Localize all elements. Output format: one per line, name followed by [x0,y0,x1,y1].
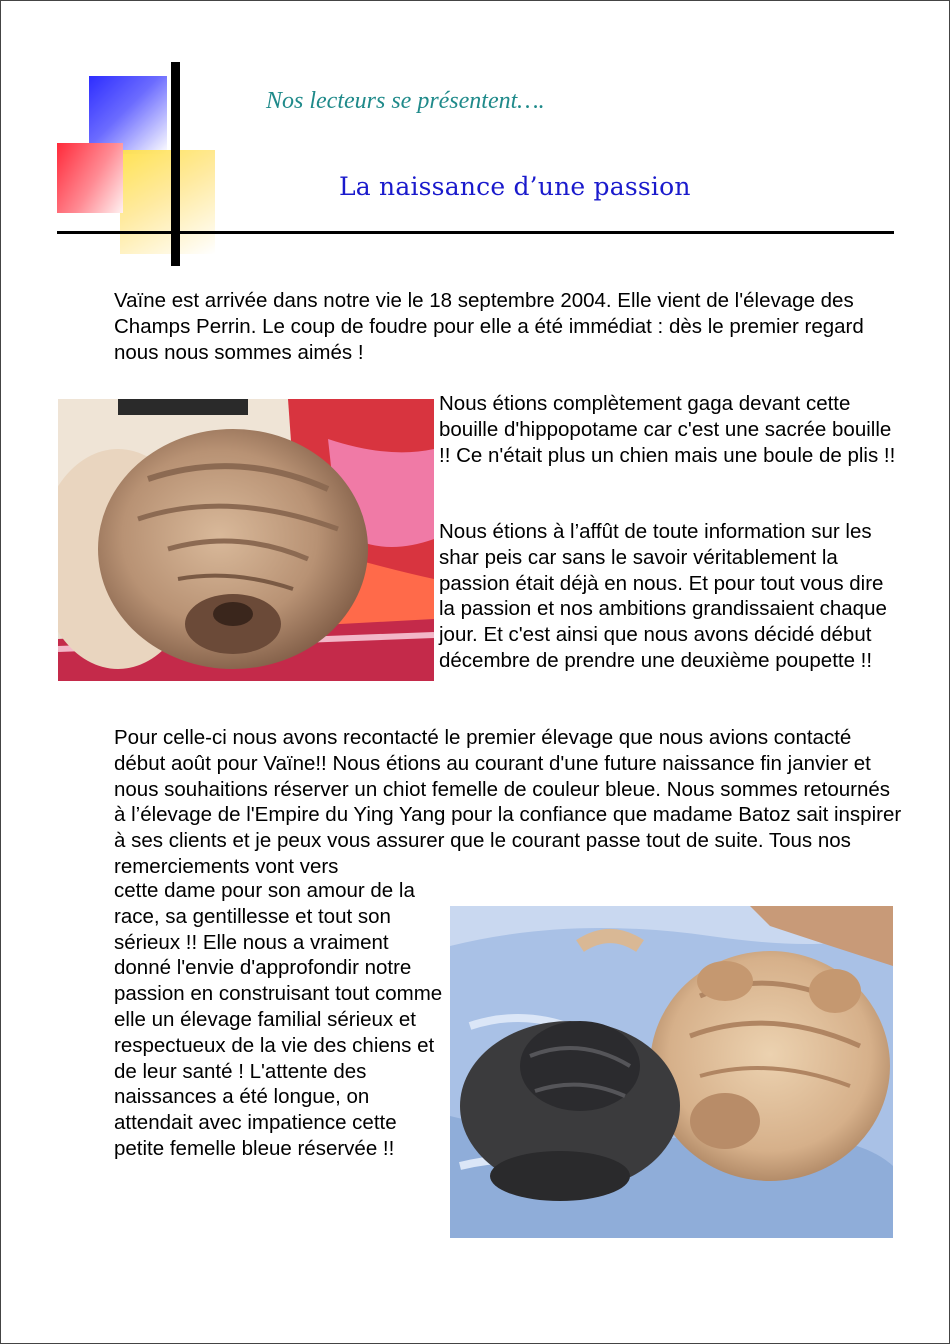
paragraph-intro: Vaïne est arrivée dans notre vie le 18 septembre 2004. Elle vient de l'élevage des Champs Perrin. Le coup de foudre pour elle a été immédiat : dès le premier regard nous nous sommes aimés ! [114,289,864,364]
vertical-bar [171,62,180,266]
paragraph-passion: Nous étions à l’affût de toute information sur les shar peis car sans le savoir véritablement la passion était déjà en nous. Et pour tout vous dire la passion et nos ambitions grandissaient chaque jour. Et c'est ainsi que nous avons décidé début décembre de prendre une deuxième poupette !! [439,520,887,672]
paragraph-second-puppy: Pour celle-ci nous avons recontacté le premier élevage que nous avions contacté début août pour Vaïne!! Nous étions au courant d'une future naissance fin janvier et nous souhaitions réserver un chiot femelle de couleur bleue. Nous sommes retournés à l’élevage de l'Empire du Ying Yang pour la confiance que madame Batoz sait inspirer à ses clients et je peux vous assurer que le courant passe tout de suite. Tous nos remerciements vont vers [114,726,902,878]
page-title: La naissance d’une passion [339,172,691,201]
paragraph-waiting: cette dame pour son amour de la race, sa gentillesse et tout son sérieux !! Elle nous a vraiment donné l'envie d'approfondir notre passion en construisant tout comme elle un élevage familial sérieux et respectueux de la vie des chiens et de leur santé ! L'attente des naissances a été longue, on attendait avec impatience cette petite femelle bleue réservée !! [114,879,443,1160]
red-square [57,143,123,213]
header-rule [57,231,894,234]
paragraph-gaga: Nous étions complètement gaga devant cette bouille d'hippopotame car c'est une sacrée bouille !! Ce n'était plus un chien mais une boule de plis !! [439,392,896,467]
section-kicker: Nos lecteurs se présentent…. [266,88,545,114]
photo-two-shar-peis [450,906,893,1238]
yellow-square [120,150,215,254]
photo-shar-pei-sleeping [58,399,434,681]
